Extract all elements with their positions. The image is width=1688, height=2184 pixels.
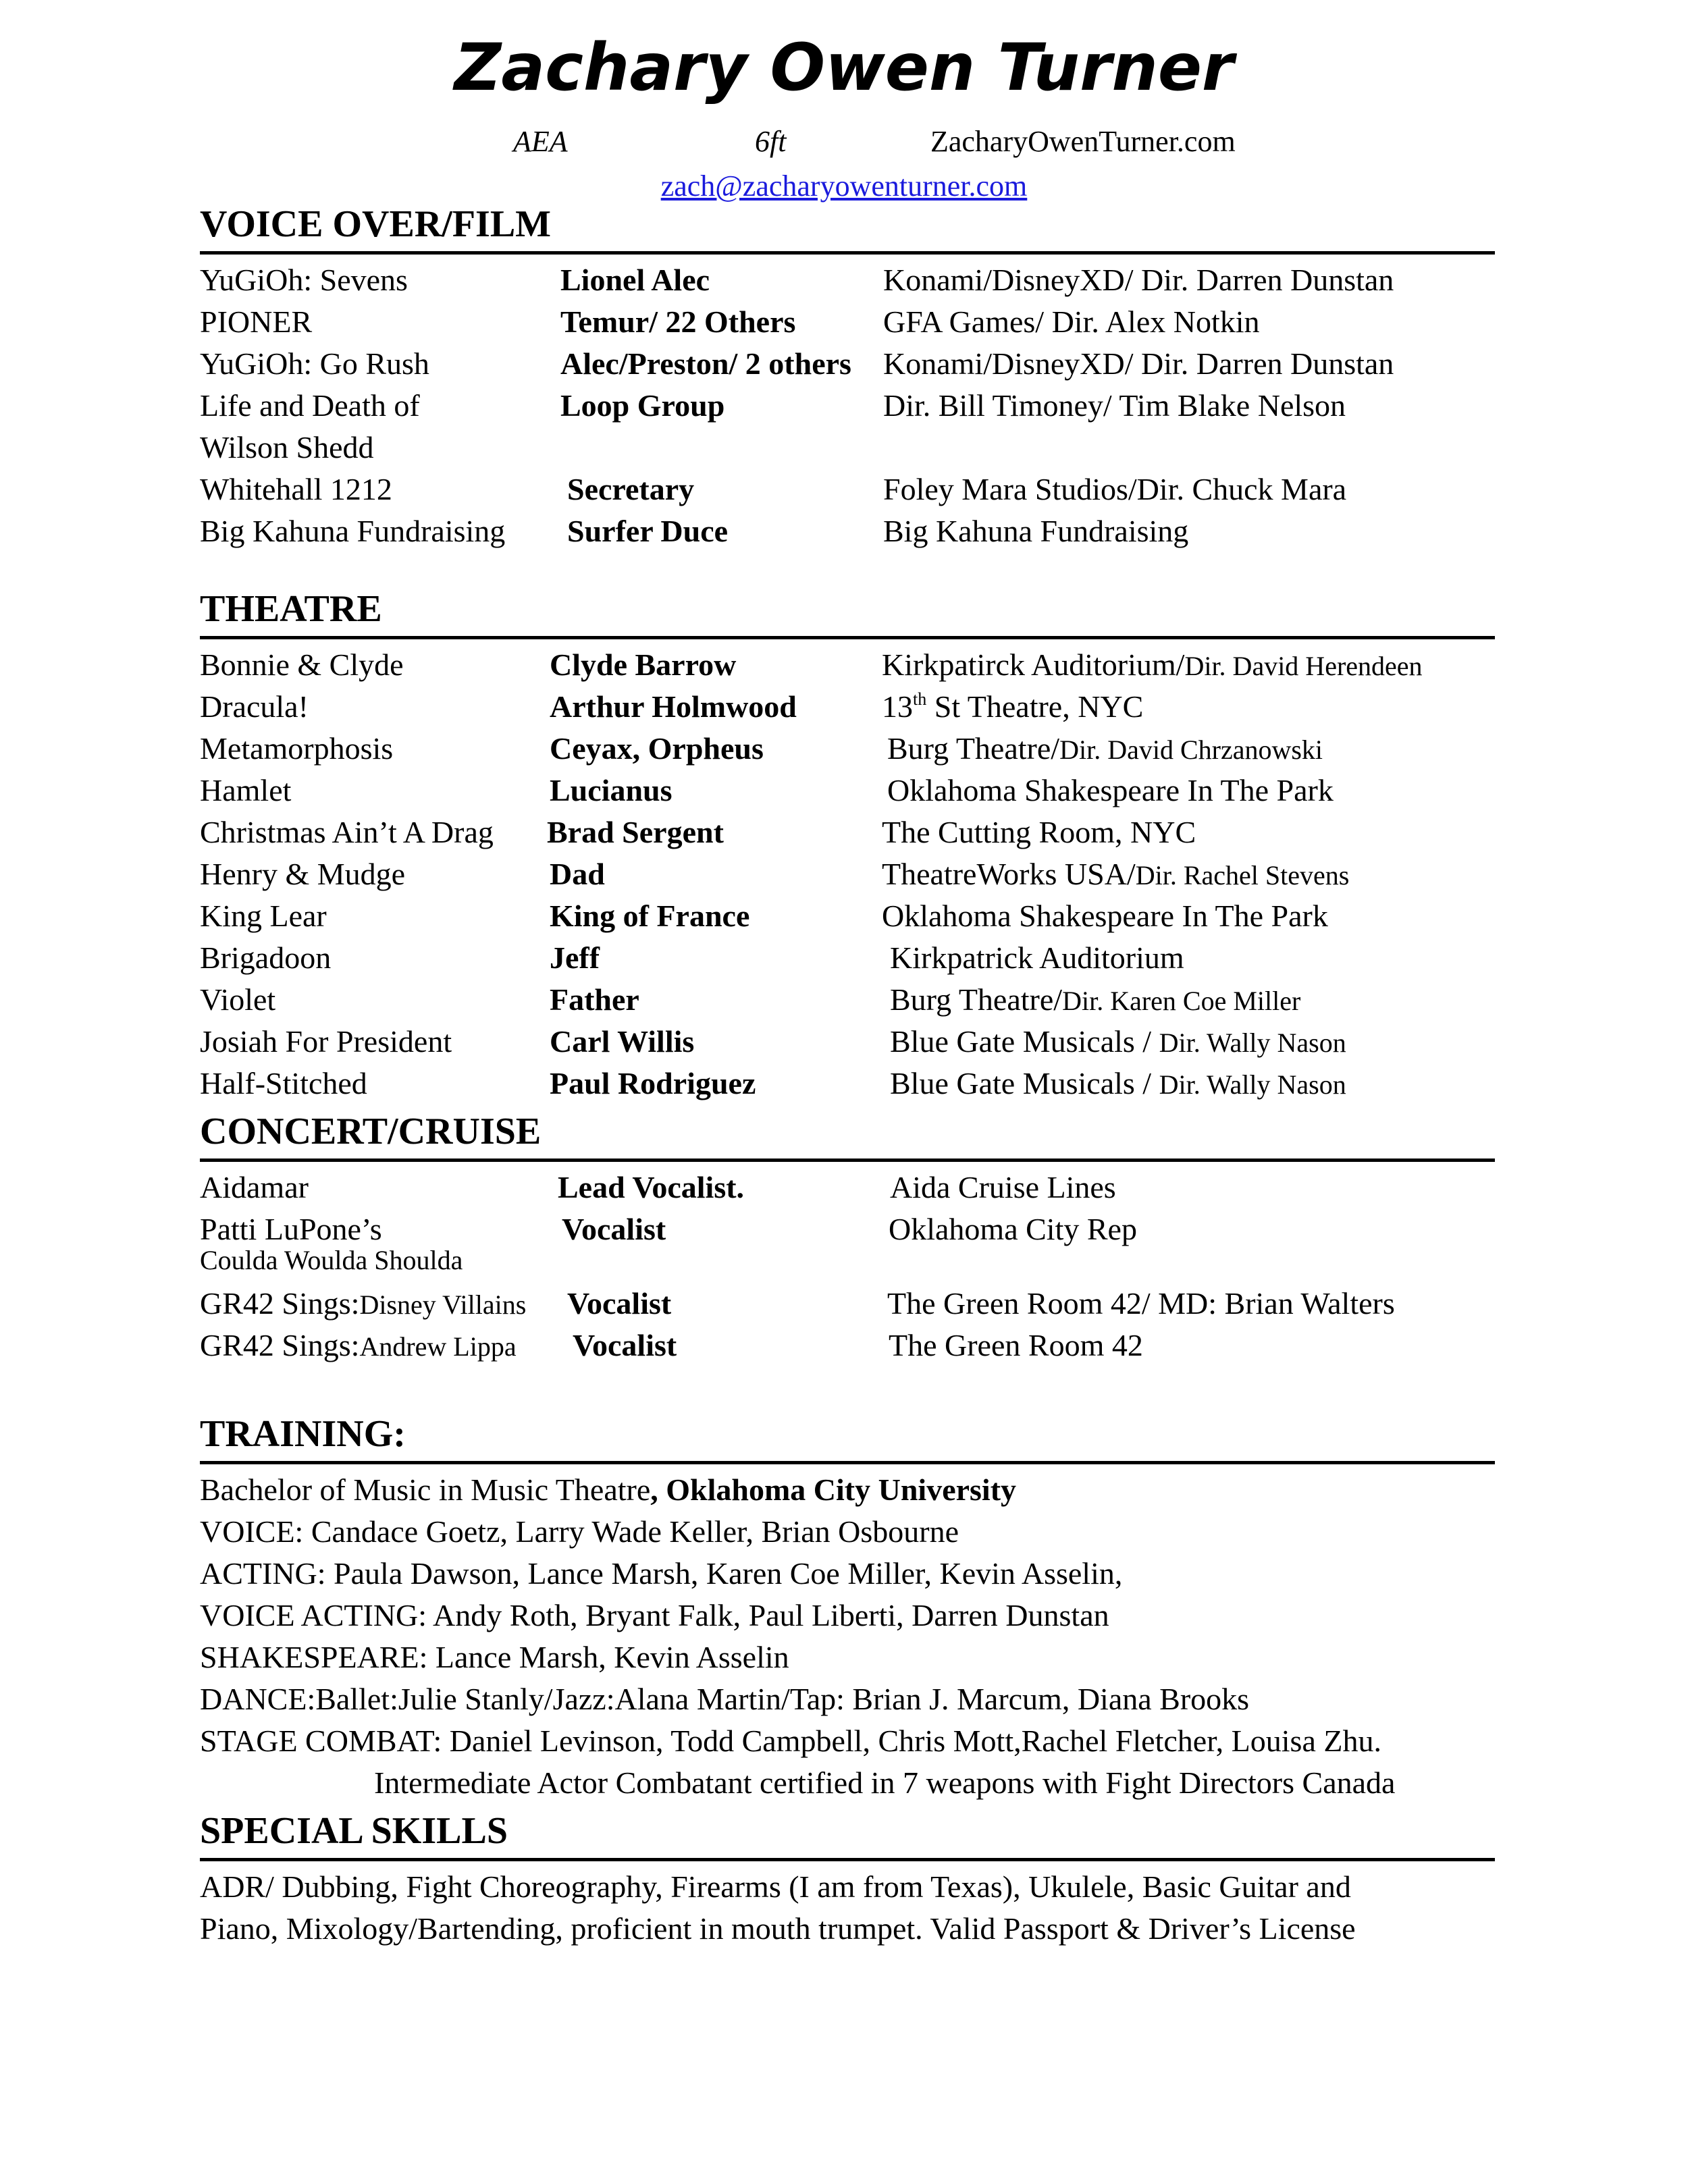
- credit-role: Alec/Preston/ 2 others: [560, 346, 851, 381]
- section-rule: [200, 251, 1495, 255]
- credit-title: YuGiOh: Go Rush: [200, 346, 429, 381]
- credit-title: GR42 Sings:Disney Villains: [200, 1286, 527, 1321]
- combat-certification: Intermediate Actor Combatant certified in 7 weapons with Fight Directors Canada: [374, 1765, 1396, 1800]
- training-line: ACTING: Paula Dawson, Lance Marsh, Karen Coe Miller, Kevin Asselin,: [200, 1556, 1123, 1591]
- credit-role: Jeff: [550, 940, 600, 975]
- credit-role: Lead Vocalist.: [558, 1170, 745, 1204]
- height: 6ft: [755, 125, 787, 158]
- credit-role: Ceyax, Orpheus: [550, 731, 764, 766]
- credit-role: Loop Group: [560, 388, 725, 423]
- credit-company: Aida Cruise Lines: [890, 1170, 1116, 1204]
- credit-company: 13th St Theatre, NYC: [882, 689, 1144, 724]
- credit-title: YuGiOh: Sevens: [200, 263, 408, 297]
- section-rule: [200, 636, 1495, 639]
- credit-role: Clyde Barrow: [550, 647, 737, 682]
- training-degree: Bachelor of Music in Music Theatre, Oklahoma City University: [200, 1472, 1017, 1507]
- credit-row: [0, 1325, 1688, 1366]
- credit-role: Vocalist: [573, 1328, 677, 1362]
- performer-name: Zachary Owen Turner: [454, 30, 1234, 105]
- credit-row: [0, 343, 1688, 385]
- credit-title-continued: Coulda Woulda Shoulda: [200, 1245, 463, 1275]
- section-title-concert: CONCERT/CRUISE: [200, 1111, 542, 1152]
- credit-row: [0, 770, 1688, 811]
- credit-company: Burg Theatre/Dir. Karen Coe Miller: [890, 982, 1301, 1017]
- credit-row: [0, 427, 1688, 469]
- section-title-skills: SPECIAL SKILLS: [200, 1810, 508, 1852]
- skills-line: Piano, Mixology/Bartending, proficient in mouth trumpet. Valid Passport & Driver’s License: [200, 1911, 1356, 1946]
- credit-row: [0, 728, 1688, 770]
- credit-title: PIONER: [200, 304, 313, 339]
- credit-row: [0, 686, 1688, 728]
- credit-role: Carl Willis: [550, 1024, 695, 1059]
- credit-row: [0, 811, 1688, 853]
- credit-title: Hamlet: [200, 773, 292, 807]
- credit-company: Blue Gate Musicals / Dir. Wally Nason: [890, 1066, 1346, 1100]
- section-rule: [200, 1461, 1495, 1464]
- credit-row: [0, 1244, 1688, 1277]
- credit-title: Wilson Shedd: [200, 430, 374, 464]
- union-status: AEA: [513, 125, 568, 158]
- credit-row: [0, 259, 1688, 301]
- credit-company: Kirkpatrick Auditorium: [890, 940, 1184, 975]
- credit-company: TheatreWorks USA/Dir. Rachel Stevens: [882, 857, 1350, 891]
- credit-row: [0, 853, 1688, 895]
- credit-title: King Lear: [200, 899, 327, 933]
- credit-row: [0, 469, 1688, 510]
- section-title-theatre: THEATRE: [200, 588, 382, 630]
- credit-company: Oklahoma Shakespeare In The Park: [882, 899, 1328, 933]
- credit-role: Father: [550, 982, 639, 1017]
- credit-company: Kirkpatirck Auditorium/Dir. David Herendeen: [882, 647, 1423, 682]
- website: ZacharyOwenTurner.com: [930, 125, 1236, 158]
- training-line: STAGE COMBAT: Daniel Levinson, Todd Campbell, Chris Mott,Rachel Fletcher, Louisa Zhu.: [200, 1724, 1381, 1758]
- credit-role: Secretary: [567, 472, 695, 506]
- credit-role: Surfer Duce: [567, 514, 729, 548]
- credit-row: [0, 301, 1688, 343]
- credit-role: Vocalist: [567, 1286, 672, 1321]
- credit-title: Dracula!: [200, 689, 309, 724]
- credit-row: [0, 1167, 1688, 1208]
- credit-title: Big Kahuna Fundraising: [200, 514, 506, 548]
- email-line: [0, 166, 1688, 207]
- credit-title: Henry & Mudge: [200, 857, 406, 891]
- credit-role: Temur/ 22 Others: [560, 304, 796, 339]
- credit-row: [0, 510, 1688, 552]
- credit-title: Patti LuPone’s: [200, 1212, 382, 1246]
- credit-row: [0, 937, 1688, 979]
- credit-title: Violet: [200, 982, 276, 1017]
- credit-role: Paul Rodriguez: [550, 1066, 756, 1100]
- credit-title: Aidamar: [200, 1170, 309, 1204]
- section-rule: [200, 1858, 1495, 1861]
- credit-title: Half-Stitched: [200, 1066, 367, 1100]
- credit-role: Vocalist: [562, 1212, 666, 1246]
- credit-title: Bonnie & Clyde: [200, 647, 404, 682]
- section-rule: [200, 1158, 1495, 1162]
- credit-role: Dad: [550, 857, 605, 891]
- credit-title: Brigadoon: [200, 940, 332, 975]
- credit-role: Lionel Alec: [560, 263, 710, 297]
- skills-line: ADR/ Dubbing, Fight Choreography, Firearms (I am from Texas), Ukulele, Basic Guitar and: [200, 1869, 1351, 1904]
- credit-row: [0, 895, 1688, 937]
- section-title-voice-over: VOICE OVER/FILM: [200, 203, 552, 245]
- credit-company: Blue Gate Musicals / Dir. Wally Nason: [890, 1024, 1346, 1059]
- credit-role: Brad Sergent: [547, 815, 724, 849]
- credit-row: [0, 1021, 1688, 1063]
- credit-company: Foley Mara Studios/Dir. Chuck Mara: [883, 472, 1347, 506]
- section-title-training: TRAINING:: [200, 1413, 406, 1455]
- credit-company: Konami/DisneyXD/ Dir. Darren Dunstan: [883, 263, 1394, 297]
- credit-row: [0, 1063, 1688, 1104]
- credit-company: Burg Theatre/Dir. David Chrzanowski: [887, 731, 1323, 766]
- credit-role: Arthur Holmwood: [550, 689, 797, 724]
- credit-row: [0, 385, 1688, 427]
- credit-title: Metamorphosis: [200, 731, 394, 766]
- credit-title: Whitehall 1212: [200, 472, 392, 506]
- credit-row: [0, 1283, 1688, 1325]
- credit-role: Lucianus: [550, 773, 672, 807]
- credit-row: [0, 979, 1688, 1021]
- credit-company: The Green Room 42: [889, 1328, 1143, 1362]
- credit-company: Oklahoma City Rep: [889, 1212, 1137, 1246]
- credit-title: Life and Death of: [200, 388, 420, 423]
- credit-title: Christmas Ain’t A Drag: [200, 815, 494, 849]
- training-line: SHAKESPEARE: Lance Marsh, Kevin Asselin: [200, 1640, 789, 1674]
- credit-company: Big Kahuna Fundraising: [883, 514, 1189, 548]
- credit-title: Josiah For President: [200, 1024, 452, 1059]
- credit-company: GFA Games/ Dir. Alex Notkin: [883, 304, 1260, 339]
- credit-company: Oklahoma Shakespeare In The Park: [887, 773, 1334, 807]
- credit-title: GR42 Sings:Andrew Lippa: [200, 1328, 517, 1362]
- credit-row: [0, 644, 1688, 686]
- credit-company: Dir. Bill Timoney/ Tim Blake Nelson: [883, 388, 1346, 423]
- training-line: VOICE ACTING: Andy Roth, Bryant Falk, Paul Liberti, Darren Dunstan: [200, 1598, 1109, 1632]
- email-link[interactable]: zach@zacharyowenturner.com: [660, 169, 1028, 203]
- credit-company: Konami/DisneyXD/ Dir. Darren Dunstan: [883, 346, 1394, 381]
- credit-company: The Cutting Room, NYC: [882, 815, 1196, 849]
- credit-company: The Green Room 42/ MD: Brian Walters: [887, 1286, 1395, 1321]
- training-line: VOICE: Candace Goetz, Larry Wade Keller, Brian Osbourne: [200, 1514, 959, 1549]
- credit-role: King of France: [550, 899, 750, 933]
- training-line: DANCE:Ballet:Julie Stanly/Jazz:Alana Martin/Tap: Brian J. Marcum, Diana Brooks: [200, 1682, 1250, 1716]
